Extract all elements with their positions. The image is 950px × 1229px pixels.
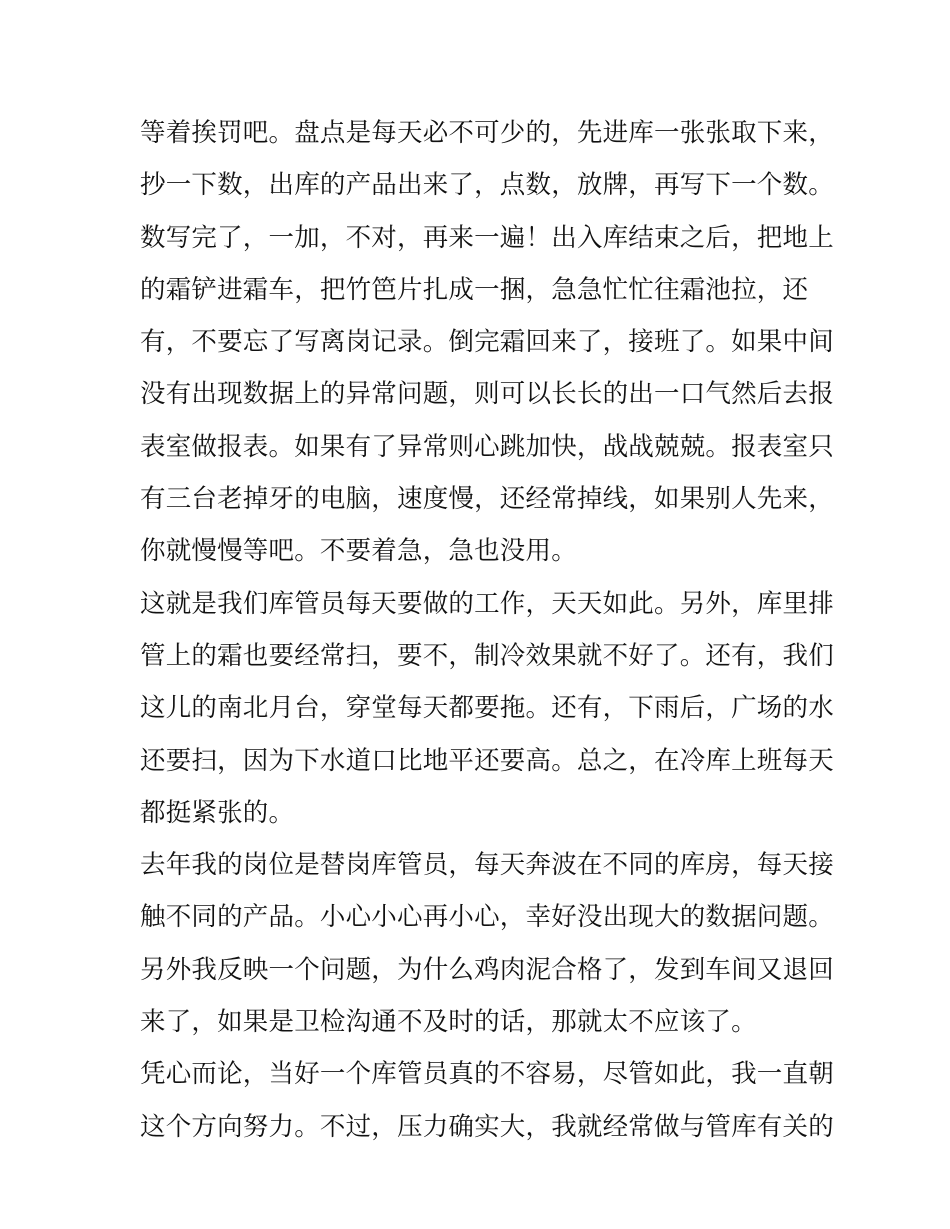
text-line: 来了，如果是卫检沟通不及时的话，那就太不应该了。 (140, 1007, 757, 1038)
text-line: 管上的霜也要经常扫，要不，制冷效果就不好了。还有，我们 (140, 640, 834, 671)
text-line: 你就慢慢等吧。不要着急，急也没用。 (140, 536, 577, 567)
text-line: 等着挨罚吧。盘点是每天必不可少的，先进库一张张取下来， (140, 118, 834, 148)
text-line: 去年我的岗位是替岗库管员，每天奔波在不同的库房，每天接 (140, 850, 834, 881)
text-line: 都挺紧张的。 (140, 797, 295, 828)
text-line: 还要扫，因为下水道口比地平还要高。总之，在冷库上班每天 (140, 745, 834, 776)
text-line: 这就是我们库管员每天要做的工作，天天如此。另外，库里排 (140, 588, 834, 619)
text-line: 另外我反映一个问题，为什么鸡肉泥合格了，发到车间又退回 (140, 954, 834, 985)
text-line: 凭心而论，当好一个库管员真的不容易，尽管如此，我一直朝 (140, 1059, 834, 1090)
text-line: 没有出现数据上的异常问题，则可以长长的出一口气然后去报 (140, 379, 834, 410)
body-text (140, 107, 834, 1153)
text-line: 表室做报表。如果有了异常则心跳加快，战战兢兢。报表室只 (140, 431, 834, 462)
text-line: 有，不要忘了写离岗记录。倒完霜回来了，接班了。如果中间 (140, 327, 834, 358)
text-line: 触不同的产品。小心小心再小心，幸好没出现大的数据问题。 (140, 902, 834, 933)
text-line: 这儿的南北月台，穿堂每天都要拖。还有，下雨后，广场的水 (140, 693, 834, 724)
text-line: 抄一下数，出库的产品出来了，点数，放牌，再写下一个数。 (140, 170, 834, 201)
text-line: 这个方向努力。不过，压力确实大，我就经常做与管库有关的 (140, 1111, 834, 1142)
text-line: 数写完了，一加，不对，再来一遍！出入库结束之后，把地上 (140, 222, 834, 253)
text-line: 有三台老掉牙的电脑，速度慢，还经常掉线，如果别人先来， (140, 484, 834, 515)
text-line: 的霜铲进霜车，把竹笆片扎成一捆，急急忙忙往霜池拉，还 (140, 274, 809, 305)
